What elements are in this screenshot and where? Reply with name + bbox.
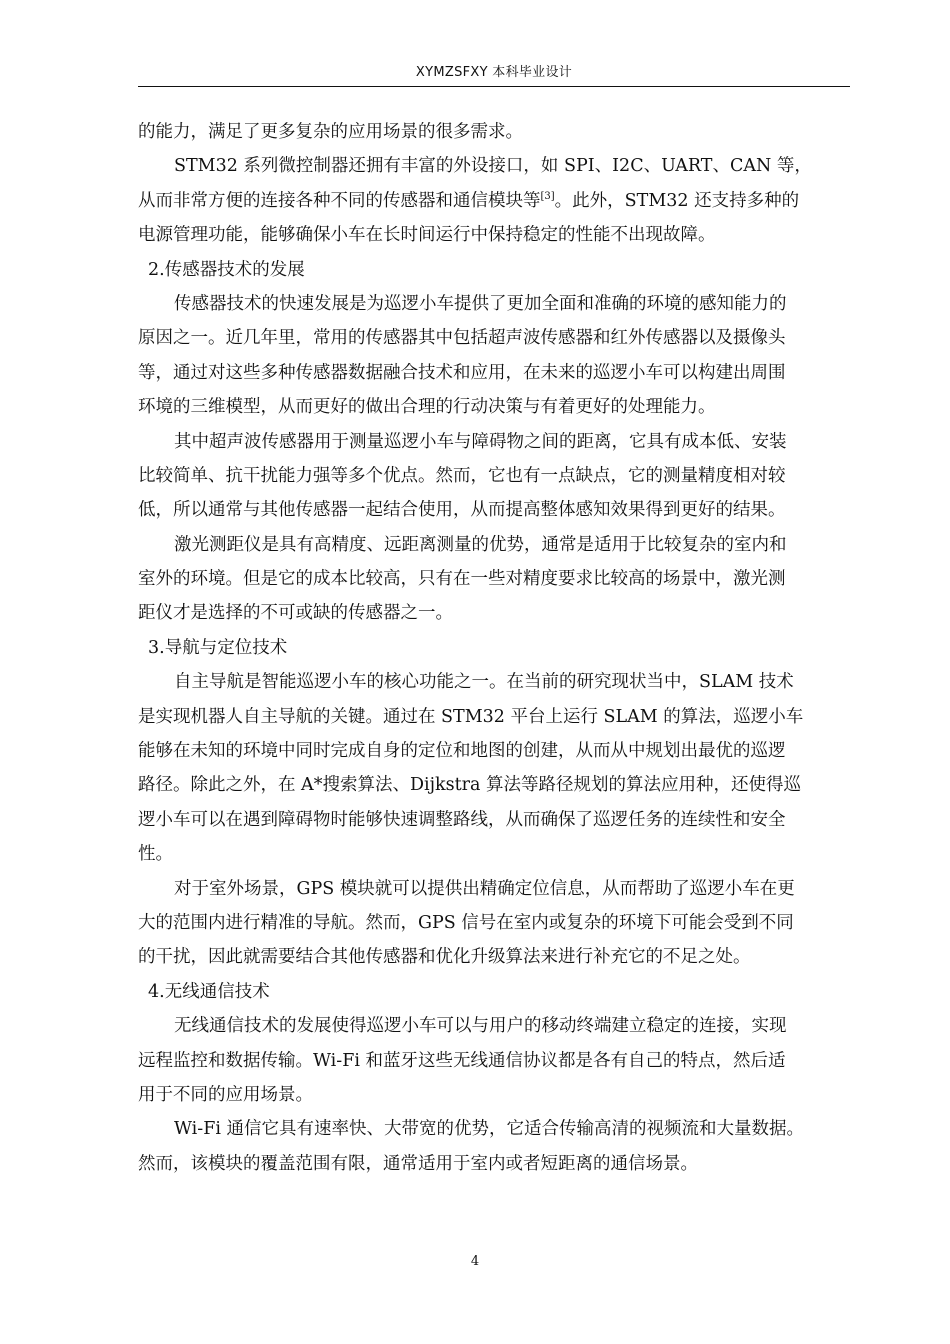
page-number: 4	[470, 1254, 480, 1269]
text-line: 的能力，满足了更多复杂的应用场景的很多需求。	[138, 122, 523, 142]
text-line: 用于不同的应用场景。	[138, 1084, 313, 1105]
page-header: XYMZSFXY 本科毕业设计	[415, 65, 573, 80]
text-line: 能够在未知的环境中同时完成自身的定位和地图的创建，从而从中规划出最优的巡逻	[138, 741, 786, 762]
document-body	[138, 115, 850, 1181]
citation-ref: [3]	[540, 190, 555, 202]
text-line: 是实现机器人自主导航的关键。通过在 STM32 平台上运行 SLAM 的算法，巡逻小车	[138, 706, 804, 727]
text-line: Wi-Fi 通信它具有速率快、大带宽的优势，它适合传输高清的视频流和大量数据。	[174, 1119, 804, 1140]
text-line: 大的范围内进行精准的导航。然而，GPS 信号在室内或复杂的环境下可能会受到不同	[138, 912, 794, 933]
section-heading: 3.导航与定位技术	[148, 637, 288, 658]
text-fragment: 。此外，STM32 还支持多种的	[554, 190, 800, 211]
text-line: 比较简单、抗干扰能力强等多个优点。然而，它也有一点缺点，它的测量精度相对较	[138, 465, 786, 486]
text-line: 然而，该模块的覆盖范围有限，通常适用于室内或者短距离的通信场景。	[138, 1153, 698, 1174]
text-line: 对于室外场景，GPS 模块就可以提供出精确定位信息，从而帮助了巡逻小车在更	[174, 878, 795, 899]
text-line: 无线通信技术的发展使得巡逻小车可以与用户的移动终端建立稳定的连接，实现	[174, 1016, 787, 1037]
text-line: 逻小车可以在遇到障碍物时能够快速调整路线，从而确保了巡逻任务的连续性和安全	[138, 809, 786, 830]
text-line: 电源管理功能，能够确保小车在长时间运行中保持稳定的性能不出现故障。	[138, 225, 716, 246]
text-line: 室外的环境。但是它的成本比较高，只有在一些对精度要求比较高的场景中，激光测	[138, 569, 786, 590]
text-line: 距仪才是选择的不可或缺的传感器之一。	[138, 603, 453, 624]
section-heading: 2.传感器技术的发展	[148, 259, 305, 280]
text-line: 传感器技术的快速发展是为巡逻小车提供了更加全面和准确的环境的感知能力的	[174, 293, 787, 314]
text-line: 自主导航是智能巡逻小车的核心功能之一。在当前的研究现状当中，SLAM 技术	[174, 672, 794, 693]
text-line: 性。	[138, 844, 173, 865]
text-line: 的干扰，因此就需要结合其他传感器和优化升级算法来进行补充它的不足之处。	[138, 947, 751, 968]
text-line: 等，通过对这些多种传感器数据融合技术和应用，在未来的巡逻小车可以构建出周围	[138, 362, 786, 383]
section-heading: 4.无线通信技术	[148, 981, 270, 1002]
text-line: 激光测距仪是具有高精度、远距离测量的优势，通常是适用于比较复杂的室内和	[174, 534, 787, 555]
text-line: STM32 系列微控制器还拥有丰富的外设接口，如 SPI、I2C、UART、CAN 等，	[174, 156, 812, 177]
text-line: 原因之一。近几年里，常用的传感器其中包括超声波传感器和红外传感器以及摄像头	[138, 328, 786, 349]
text-fragment: 从而非常方便的连接各种不同的传感器和通信模块等	[138, 190, 541, 211]
text-line: 环境的三维模型，从而更好的做出合理的行动决策与有着更好的处理能力。	[138, 397, 716, 418]
text-line	[138, 184, 850, 218]
header-rule	[138, 86, 850, 87]
text-line: 远程监控和数据传输。Wi-Fi 和蓝牙这些无线通信协议都是各有自己的特点，然后适	[138, 1050, 786, 1071]
text-line: 其中超声波传感器用于测量巡逻小车与障碍物之间的距离，它具有成本低、安装	[174, 431, 787, 452]
text-line: 低，所以通常与其他传感器一起结合使用，从而提高整体感知效果得到更好的结果。	[138, 500, 786, 521]
text-line: 路径。除此之外，在 A*搜索算法、Dijkstra 算法等路径规划的算法应用种，还使得巡	[138, 775, 801, 796]
